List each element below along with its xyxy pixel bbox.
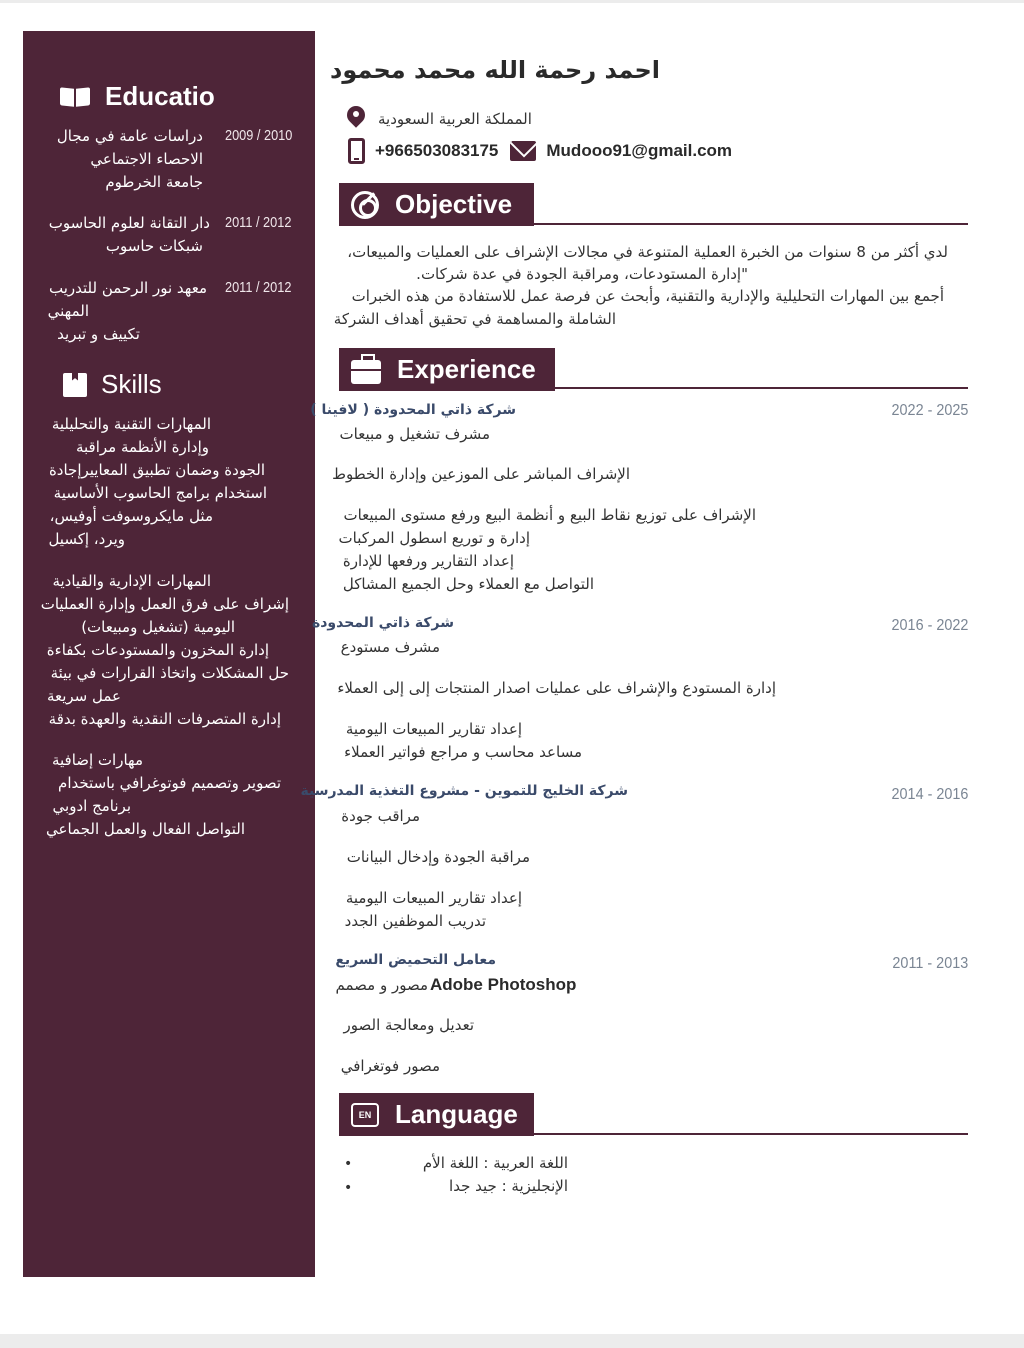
language-name: الإنجليزية xyxy=(511,1177,568,1195)
language-heading xyxy=(339,1093,534,1136)
section-rule xyxy=(555,387,968,389)
job-years: 2022 - 2025 xyxy=(891,402,968,419)
skill-item: اليومية (تشغيل ومبيعات) xyxy=(81,618,235,636)
bookmark-icon xyxy=(63,373,87,397)
job-line: مراقب جودة xyxy=(341,807,420,825)
skill-item: مهارات إضافية xyxy=(51,751,143,769)
skill-item: تصوير وتصميم فوتوغرافي باستخدام xyxy=(58,774,281,792)
job-company: شركة ذاتي المحدودة ( لافينا ) xyxy=(310,402,516,418)
job-line: مصور فوتغرافي xyxy=(340,1057,440,1075)
email-address[interactable]: Mudooo91@gmail.com xyxy=(546,141,733,160)
experience-heading xyxy=(339,348,555,391)
skill-item: إدارة المتصرفات النقدية والعهدة بدقة xyxy=(48,710,281,728)
target-icon xyxy=(351,191,379,219)
skill-item: إدارة المخزون والمستودعات بكفاءة xyxy=(46,641,269,659)
phone-number[interactable]: +966503083175 xyxy=(375,141,499,160)
job-company: معامل التحميض السريع xyxy=(335,952,496,968)
contact-row xyxy=(348,138,732,164)
skill-item: استخدام برامج الحاسوب الأساسية xyxy=(53,484,267,502)
language-item xyxy=(449,1177,568,1195)
job-line: تدريب الموظفين الجدد xyxy=(344,912,486,930)
education-line: الاحصاء الاجتماعي xyxy=(90,150,203,168)
education-years: 2009 / 2010 xyxy=(225,127,293,144)
skill-item: مثل مايكروسوفت أوفيس، xyxy=(49,507,213,525)
skill-item: حل المشكلات واتخاذ القرارات في بيئة xyxy=(50,664,289,682)
skills-heading xyxy=(63,369,162,400)
education-line: المهني xyxy=(47,302,89,320)
objective-line: الشاملة والمساهمة في تحقيق أهداف الشركة xyxy=(333,310,616,328)
education-title: Educatio xyxy=(105,81,215,111)
job-line: مساعد محاسب و مراجع فواتير العملاء xyxy=(344,743,582,761)
job-line: مصور و مصمم xyxy=(335,976,428,994)
skills-title: Skills xyxy=(101,369,162,399)
job-line: إعداد تقارير المبيعات اليومية xyxy=(345,889,522,907)
job-company: شركة الخليج للتموين - مشروع التغذية المدرسية xyxy=(300,783,628,799)
job-line: إدارة و توريع اسطول المركبات xyxy=(338,529,530,547)
bullet-icon: • xyxy=(344,1156,353,1172)
skill-item: إشراف على فرق العمل وإدارة العمليات xyxy=(40,595,289,613)
section-rule xyxy=(534,1133,968,1135)
location-row xyxy=(346,106,532,132)
skill-item: المهارات الإدارية والقيادية xyxy=(52,572,211,590)
mail-icon xyxy=(510,141,536,161)
job-line: التواصل مع العملاء وحل الجميع المشاكل xyxy=(342,575,594,593)
skill-item: التواصل الفعال والعمل الجماعي xyxy=(46,820,245,838)
skill-item: المهارات التقنية والتحليلية xyxy=(51,415,211,433)
job-line: مشرف تشغيل و مبيعات xyxy=(339,425,490,443)
skill-item: عمل سريعة xyxy=(46,687,121,705)
education-heading xyxy=(59,81,215,112)
section-rule xyxy=(534,223,968,225)
job-years: 2011 - 2013 xyxy=(892,955,968,972)
language-level: جيد جدا xyxy=(449,1177,497,1195)
skill-item: ويرد، إكسيل xyxy=(48,530,125,548)
job-line: إدارة المستودع والإشراف على عمليات اصدار المنتجات إلى إلى العملاء xyxy=(337,679,776,697)
job-years: 2016 - 2022 xyxy=(891,617,968,634)
skill-item: وإدارة الأنظمة مراقبة xyxy=(75,438,209,456)
sidebar xyxy=(23,31,315,1277)
bullet-icon: • xyxy=(344,1180,353,1196)
pin-icon xyxy=(346,106,366,132)
job-line: إعداد تقارير المبيعات اليومية xyxy=(345,720,522,738)
experience-title: Experience xyxy=(397,354,536,384)
education-years: 2011 / 2012 xyxy=(225,279,292,296)
skill-item: الجودة وضمان تطبيق المعاييرإجادة xyxy=(48,461,265,479)
objective-heading xyxy=(339,183,534,226)
top-divider xyxy=(0,0,1024,3)
job-years: 2014 - 2016 xyxy=(891,786,968,803)
language-separator: : xyxy=(483,1154,489,1172)
job-line: Adobe Photoshop xyxy=(430,975,577,994)
bottom-divider xyxy=(0,1334,1024,1348)
briefcase-icon xyxy=(351,360,381,384)
education-line: شبكات حاسوب xyxy=(105,237,203,255)
language-separator: : xyxy=(501,1177,507,1195)
candidate-name: احمد رحمة الله محمد محمود xyxy=(330,56,660,84)
objective-line: لدي أكثر من 8 سنوات من الخبرة العملية المتنوعة في مجالات الإشراف على العمليات والمبيعات، xyxy=(347,243,948,261)
education-line: معهد نور الرحمن للتدريب xyxy=(49,279,207,297)
objective-line: أجمع بين المهارات التحليلية والإدارية والتقنية، وأبحث عن فرصة عمل للاستفادة من هذه الخبرات xyxy=(351,287,944,305)
education-years: 2011 / 2012 xyxy=(225,214,292,231)
location-text: المملكة العربية السعودية xyxy=(378,110,532,128)
objective-title: Objective xyxy=(395,189,513,219)
phone-icon xyxy=(348,138,365,164)
job-line: إعداد التقارير ورفعها للإدارة xyxy=(342,552,514,570)
education-line: تكييف و تبريد xyxy=(57,325,140,343)
language-level: اللغة الأم xyxy=(422,1154,479,1172)
skill-item: برنامج ادوبي xyxy=(52,797,131,815)
en-icon: EN xyxy=(351,1103,379,1127)
language-item xyxy=(423,1154,568,1172)
job-line: مشرف مستودع xyxy=(340,638,440,656)
job-line: الإشراف المباشر على الموزعين وإدارة الخطوط xyxy=(332,465,630,483)
job-line: تعديل ومعالجة الصور xyxy=(343,1016,474,1034)
objective-line: "إدارة المستودعات، ومراقبة الجودة في عدة شركات. xyxy=(416,265,748,283)
education-line: دار التقانة لعلوم الحاسوب xyxy=(48,214,210,232)
language-title: Language xyxy=(395,1099,518,1129)
language-name: اللغة العربية xyxy=(493,1154,568,1172)
job-line: مراقبة الجودة وإدخال البيانات xyxy=(346,848,530,866)
book-icon xyxy=(59,86,91,108)
education-line: دراسات عامة في مجال xyxy=(56,127,203,145)
education-line: جامعة الخرطوم xyxy=(105,173,203,191)
job-company: شركة ذاتي المحدودة xyxy=(311,615,454,631)
job-line: الإشراف على توزيع نقاط البيع و أنظمة البيع ورفع مستوى المبيعات xyxy=(343,506,756,524)
